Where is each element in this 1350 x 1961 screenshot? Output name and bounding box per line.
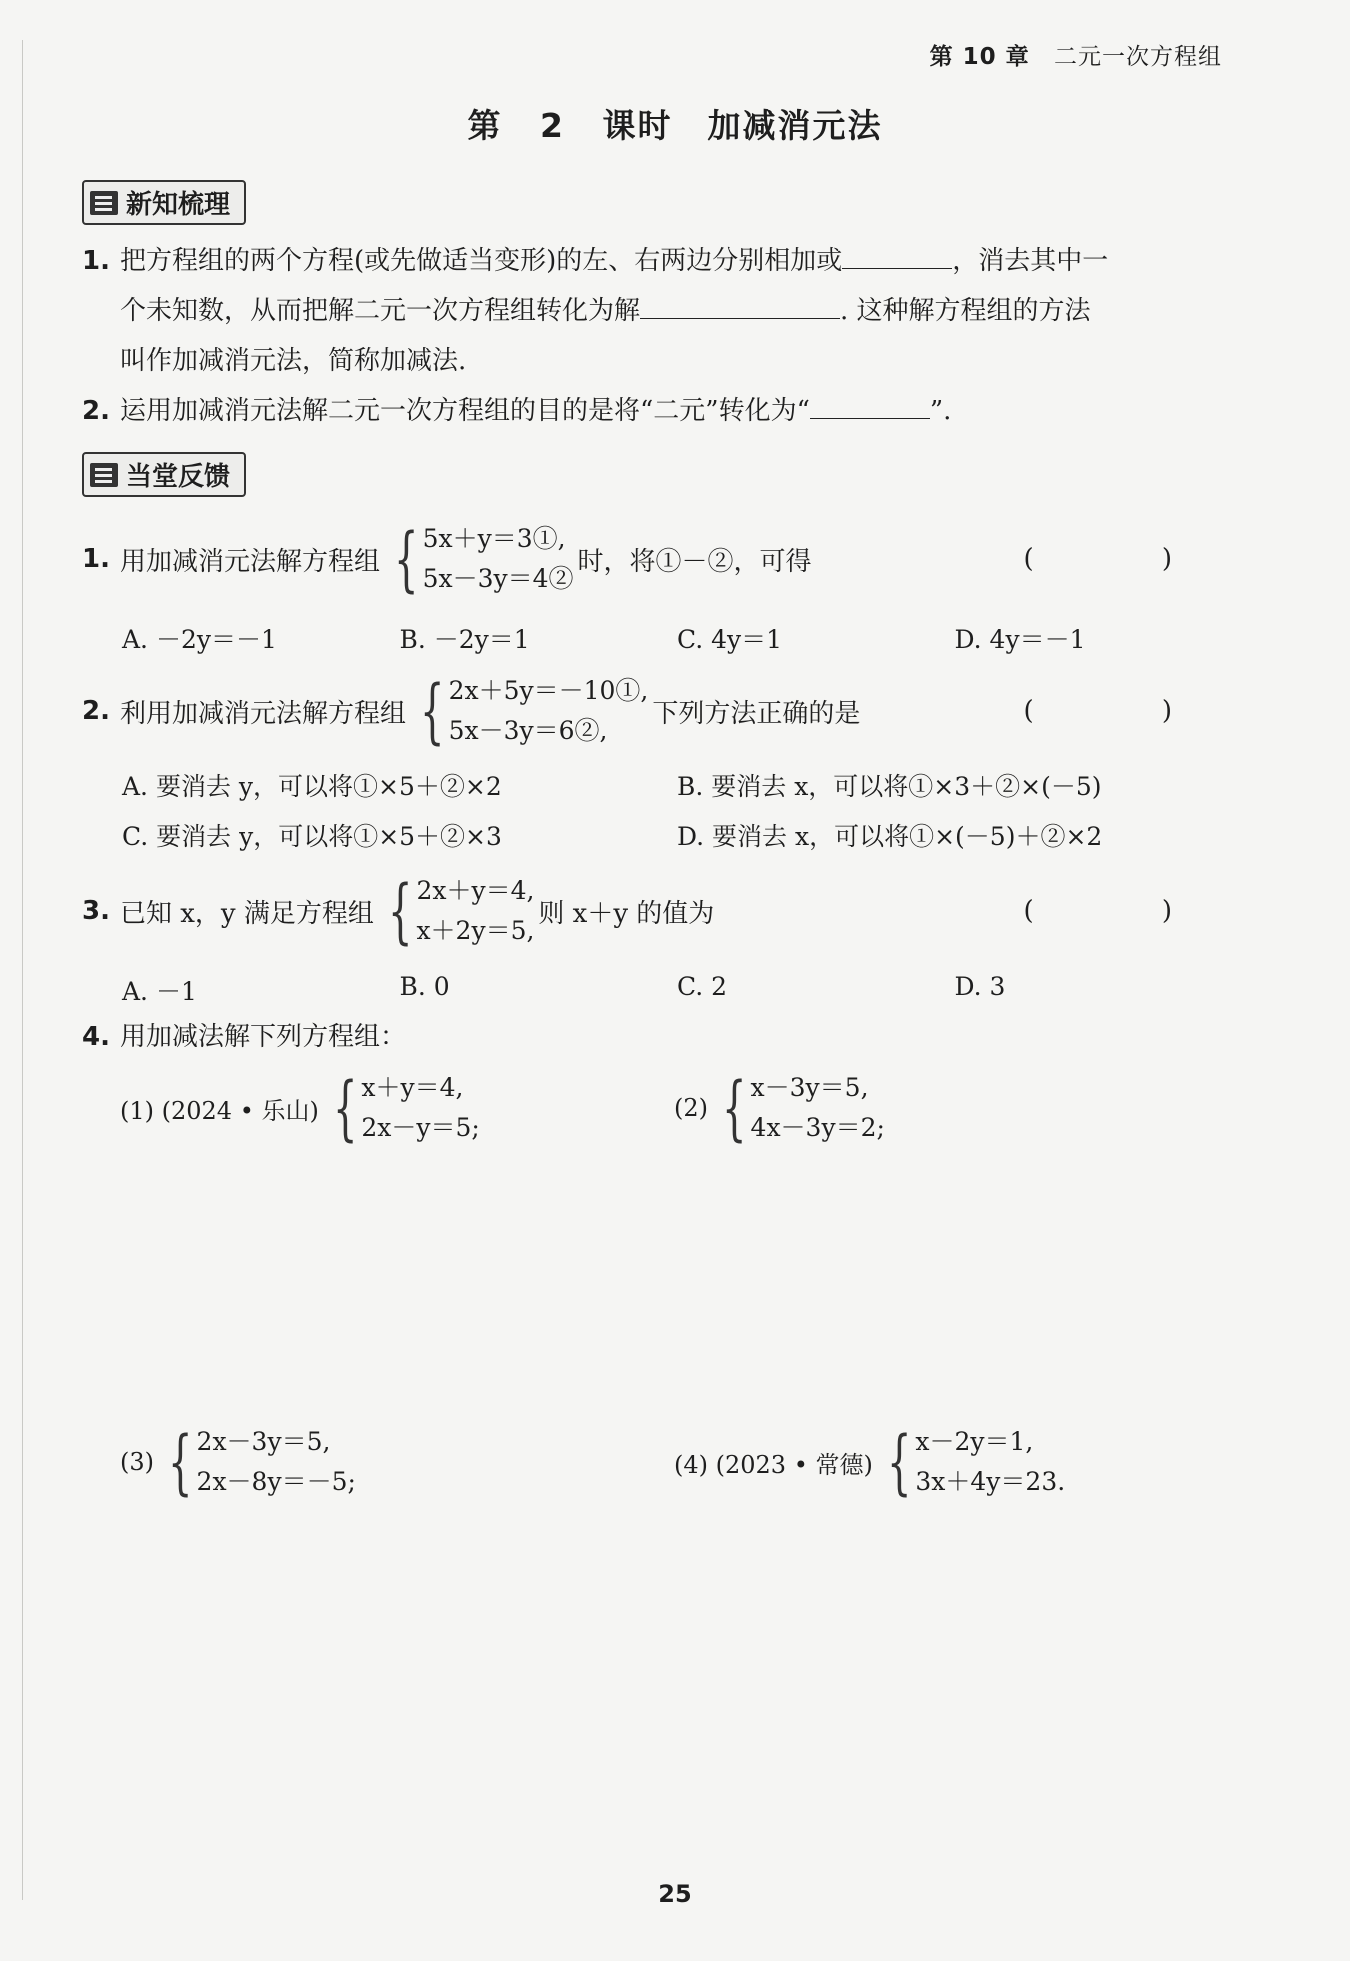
chapter-number: 第 10 章 — [929, 44, 1030, 70]
brace-icon: { — [387, 870, 413, 952]
answer-bracket[interactable]: ( ) — [1023, 896, 1232, 926]
item-text: 把方程组的两个方程(或先做适当变形)的左、右两边分别相加或 — [120, 246, 843, 276]
item-text: . 这种解方程组的方法 — [840, 296, 1091, 326]
brace-icon: { — [168, 1421, 193, 1503]
equation-system — [323, 1068, 480, 1148]
question-2 — [82, 666, 1232, 756]
section-header-classroom-feedback — [82, 452, 246, 497]
pencil-icon — [90, 463, 118, 487]
section-label: 当堂反馈 — [126, 462, 231, 492]
section-label: 新知梳理 — [126, 190, 231, 220]
chapter-title: 二元一次方程组 — [1054, 44, 1222, 70]
brace-icon: { — [722, 1067, 747, 1149]
equation: x＋y＝4, — [361, 1073, 464, 1102]
answer-bracket[interactable]: ( ) — [1023, 544, 1232, 574]
fill-blank[interactable] — [842, 242, 952, 269]
option-a[interactable]: A. －1 — [122, 977, 197, 1006]
sub-label: (2) — [674, 1094, 708, 1122]
equation-system — [378, 871, 535, 951]
sub-question-1 — [120, 1068, 484, 1148]
brace-icon: { — [332, 1067, 358, 1149]
equation-system — [384, 519, 574, 599]
option-d[interactable]: D. 要消去 x，可以将①×(－5)＋②×2 — [677, 822, 1103, 851]
question-number: 3. — [82, 896, 110, 926]
brace-icon: { — [886, 1421, 912, 1503]
running-header — [930, 38, 1222, 71]
question-text: 时，将①－②，可得 — [577, 546, 812, 577]
question-1-options — [122, 620, 1232, 656]
equation: 2x－y＝5; — [361, 1113, 480, 1142]
fill-blank[interactable] — [640, 292, 840, 319]
equation: 2x－3y＝5, — [196, 1427, 331, 1456]
question-number: 4. — [82, 1022, 110, 1052]
equation-system — [877, 1422, 1065, 1502]
knowledge-item-2 — [82, 386, 1232, 436]
equation: x＋2y＝5, — [416, 916, 535, 945]
sub-label: (1) (2024 • 乐山) — [120, 1096, 319, 1125]
brace-icon: { — [394, 518, 419, 600]
equation-system — [410, 671, 648, 751]
equation: 5x－3y＝4② — [422, 564, 574, 593]
question-number: 1. — [82, 544, 110, 574]
option-c[interactable]: C. 要消去 y，可以将①×5＋②×3 — [122, 822, 502, 851]
item-text: 叫作加减消元法，简称加减法. — [120, 346, 467, 376]
equation: x－2y＝1, — [915, 1427, 1034, 1456]
option-a[interactable]: A. 要消去 y，可以将①×5＋②×2 — [122, 772, 502, 801]
item-text: 运用加减消元法解二元一次方程组的目的是将“二元”转化为“ — [120, 396, 810, 426]
item-number: 2. — [82, 396, 110, 426]
brace-icon: { — [420, 670, 445, 752]
item-number: 1. — [82, 246, 110, 276]
option-b[interactable]: B. 要消去 x，可以将①×3＋②×(－5) — [677, 772, 1102, 801]
page-number: 25 — [658, 1880, 692, 1908]
lesson-title: 第 2 课时 加减消元法 — [467, 106, 883, 145]
equation: 4x－3y＝2; — [750, 1113, 885, 1142]
equation: 2x＋5y＝－10①, — [448, 676, 649, 705]
answer-bracket[interactable]: ( ) — [1023, 696, 1232, 726]
item-text: ，消去其中一 — [952, 246, 1109, 276]
equation: 2x－8y＝－5; — [196, 1467, 356, 1496]
option-d[interactable]: D. 4y＝－1 — [954, 625, 1086, 654]
item-text: ”. — [929, 396, 952, 426]
option-a[interactable]: A. －2y＝－1 — [122, 625, 277, 654]
option-b[interactable]: B. 0 — [399, 972, 450, 1001]
equation-system — [158, 1422, 356, 1502]
question-text: 则 x＋y 的值为 — [538, 898, 715, 929]
option-b[interactable]: B. －2y＝1 — [399, 625, 530, 654]
sub-question-2 — [674, 1068, 889, 1148]
question-text: 利用加减消元法解方程组 — [120, 698, 407, 729]
equation: 5x－3y＝6②, — [448, 716, 608, 745]
equation: 3x＋4y＝23. — [915, 1467, 1066, 1496]
question-number: 2. — [82, 696, 110, 726]
knowledge-item-1 — [82, 236, 1232, 386]
sub-question-4 — [674, 1422, 1069, 1502]
scan-edge-line — [22, 40, 23, 1900]
sub-question-3 — [120, 1422, 360, 1502]
equation: 5x＋y＝3①, — [422, 524, 566, 553]
option-c[interactable]: C. 2 — [677, 972, 728, 1001]
equation: x－3y＝5, — [750, 1073, 869, 1102]
equation-system — [712, 1068, 885, 1148]
option-d[interactable]: D. 3 — [954, 972, 1006, 1001]
equation: 2x＋y＝4, — [416, 876, 535, 905]
question-text: 下列方法正确的是 — [652, 698, 861, 729]
sub-label: (4) (2023 • 常德) — [674, 1450, 873, 1479]
question-4 — [82, 1012, 1232, 1062]
question-1 — [82, 514, 1232, 604]
question-3 — [82, 866, 1232, 956]
option-c[interactable]: C. 4y＝1 — [677, 625, 783, 654]
section-header-new-knowledge — [82, 180, 246, 225]
sub-label: (3) — [120, 1448, 154, 1476]
question-text: 用加减消元法解方程组 — [120, 546, 381, 577]
question-2-options — [122, 760, 1232, 860]
question-text: 用加减法解下列方程组： — [120, 1022, 407, 1052]
item-text: 个未知数，从而把解二元一次方程组转化为解 — [120, 296, 641, 326]
question-3-options — [122, 972, 1232, 1008]
book-icon — [90, 191, 118, 215]
fill-blank[interactable] — [810, 392, 930, 419]
question-text: 已知 x，y 满足方程组 — [120, 898, 374, 929]
